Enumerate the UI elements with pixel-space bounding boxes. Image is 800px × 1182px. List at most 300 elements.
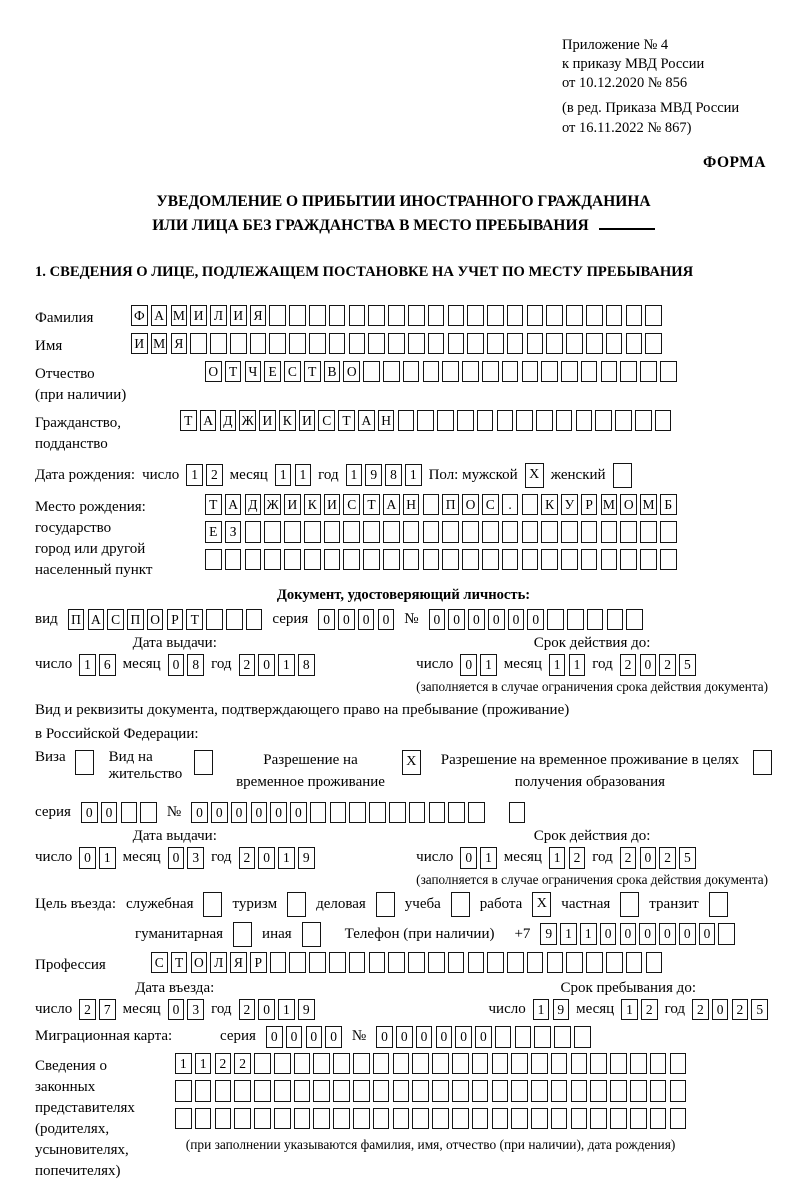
residence-validity-note: (заполняется в случае ограничения срока действия документа) xyxy=(416,871,768,887)
option-visa-checkbox xyxy=(75,749,94,775)
sex-female-checkbox xyxy=(613,463,632,488)
form-cell xyxy=(650,1053,667,1075)
form-cell: 2 xyxy=(659,654,676,676)
form-cell xyxy=(245,549,262,571)
stay-until-group xyxy=(489,980,769,1021)
checkbox-cell xyxy=(203,892,222,917)
number-word: № xyxy=(166,803,182,820)
form-cell: М xyxy=(601,494,618,516)
form-cell: З xyxy=(225,521,242,543)
form-cell: Т xyxy=(171,952,188,974)
form-cell xyxy=(309,952,326,974)
day-word: число xyxy=(35,849,73,866)
residence-validity-caption: Срок действия до: xyxy=(533,828,651,845)
birth-month-cells xyxy=(275,464,311,486)
form-cell xyxy=(590,1053,607,1075)
form-cell xyxy=(324,521,341,543)
residence-doc-line1: Вид и реквизиты документа, подтверждающего право на пребывание (проживание) xyxy=(35,701,570,718)
form-cell: 0 xyxy=(79,847,96,869)
option-residence-permit-label: Вид на жительство xyxy=(108,748,183,782)
patronymic-label-line1: Отчество xyxy=(35,365,95,382)
form-cell xyxy=(289,305,306,327)
form-cell: Е xyxy=(264,361,281,383)
form-cell: О xyxy=(191,952,208,974)
migration-card-label: Миграционная карта: xyxy=(35,1028,173,1045)
form-cell: 1 xyxy=(195,1053,212,1075)
form-cell xyxy=(294,1080,311,1102)
form-cell xyxy=(215,1108,232,1130)
birth-place-cells-row2 xyxy=(205,521,677,543)
form-cell xyxy=(363,521,380,543)
representatives-label-line: попечителях) xyxy=(35,1162,121,1179)
form-cell xyxy=(225,549,242,571)
form-cell: Л xyxy=(210,305,227,327)
identity-validity-year-cells xyxy=(620,654,696,676)
form-cell xyxy=(670,1080,687,1102)
form-cell: 8 xyxy=(385,464,402,486)
form-cell xyxy=(607,609,624,631)
form-cell xyxy=(452,1108,469,1130)
representatives-cells-row1 xyxy=(175,1053,686,1075)
form-cell: А xyxy=(383,494,400,516)
form-cell: 2 xyxy=(79,999,96,1021)
form-cell xyxy=(393,1053,410,1075)
stay-day-cells xyxy=(533,999,569,1021)
residence-series-cells xyxy=(81,802,157,824)
purpose-option-label: иная xyxy=(262,925,292,942)
purpose-option-label: транзит xyxy=(649,895,699,912)
form-cell xyxy=(432,1108,449,1130)
form-cell: 0 xyxy=(659,923,676,945)
representatives-rows xyxy=(175,1053,686,1154)
form-cell xyxy=(482,549,499,571)
form-cell: 0 xyxy=(376,1026,393,1048)
form-cell xyxy=(408,305,425,327)
form-cell xyxy=(495,1026,512,1048)
form-cell xyxy=(412,1053,429,1075)
purpose-label: Цель въезда: xyxy=(35,895,116,912)
form-cell: 0 xyxy=(318,609,335,631)
form-cell xyxy=(373,1053,390,1075)
form-cell: 0 xyxy=(168,999,185,1021)
form-cell: 1 xyxy=(549,847,566,869)
form-cell xyxy=(310,802,327,824)
form-cell: П xyxy=(442,494,459,516)
form-cell xyxy=(511,1053,528,1075)
form-cell xyxy=(403,361,420,383)
form-cell: В xyxy=(324,361,341,383)
form-cell: 0 xyxy=(290,802,307,824)
form-cell xyxy=(403,549,420,571)
first-name-cells xyxy=(131,333,662,355)
form-cell: И xyxy=(299,410,316,432)
birth-place-labels xyxy=(35,494,205,581)
form-cell: А xyxy=(151,305,168,327)
day-word: число xyxy=(35,1000,73,1017)
form-cell: 2 xyxy=(620,654,637,676)
form-cell xyxy=(541,521,558,543)
citizenship-label-line2: подданство xyxy=(35,435,108,452)
form-cell xyxy=(274,1080,291,1102)
form-cell xyxy=(353,1108,370,1130)
birth-place-label-line: Место рождения: xyxy=(35,498,146,515)
form-cell xyxy=(195,1080,212,1102)
form-cell: 0 xyxy=(306,1026,323,1048)
form-cell xyxy=(541,549,558,571)
form-cell: М xyxy=(171,305,188,327)
form-cell: 9 xyxy=(540,923,557,945)
form-cell xyxy=(254,1053,271,1075)
purpose-option-label: работа xyxy=(479,895,523,912)
checkbox-cell xyxy=(613,463,632,488)
form-cell xyxy=(635,410,652,432)
form-cell: Б xyxy=(660,494,677,516)
phone-prefix: +7 xyxy=(514,925,531,942)
purpose-row2 xyxy=(135,922,772,947)
form-cell: И xyxy=(190,305,207,327)
form-cell: Р xyxy=(581,494,598,516)
representatives-label-line: законных xyxy=(35,1078,96,1095)
form-cell: Ж xyxy=(264,494,281,516)
form-cell xyxy=(264,521,281,543)
option-label-line: проживание в целях xyxy=(610,751,739,768)
form-cell: 1 xyxy=(278,847,295,869)
form-cell: 0 xyxy=(358,609,375,631)
form-cell xyxy=(226,609,243,631)
form-cell: О xyxy=(343,361,360,383)
form-cell: С xyxy=(318,410,335,432)
form-cell xyxy=(606,333,623,355)
form-cell xyxy=(398,410,415,432)
first-name-row xyxy=(35,333,772,357)
day-word: число xyxy=(142,466,180,483)
birth-date-label: Дата рождения: xyxy=(35,466,136,483)
form-cell xyxy=(581,521,598,543)
form-cell: О xyxy=(462,494,479,516)
residence-issue-caption: Дата выдачи: xyxy=(132,828,217,845)
form-cell xyxy=(610,1053,627,1075)
form-cell xyxy=(468,802,485,824)
form-cell xyxy=(412,1080,429,1102)
month-word: месяц xyxy=(229,466,268,483)
option-label-line: Разрешение на временное xyxy=(236,751,358,791)
form-cell xyxy=(477,410,494,432)
form-cell: 0 xyxy=(527,609,544,631)
form-cell: 0 xyxy=(396,1026,413,1048)
purpose-humanitarian-checkbox xyxy=(233,922,252,947)
form-cell: 0 xyxy=(475,1026,492,1048)
month-word: месяц xyxy=(576,1000,615,1017)
month-word: месяц xyxy=(122,656,161,673)
day-word: число xyxy=(416,849,454,866)
form-cell xyxy=(309,305,326,327)
form-cell: 0 xyxy=(416,1026,433,1048)
form-cell xyxy=(581,361,598,383)
form-cell xyxy=(363,361,380,383)
form-cell xyxy=(442,521,459,543)
form-cell xyxy=(606,305,623,327)
identity-issue-day-cells xyxy=(79,654,115,676)
form-cell xyxy=(442,361,459,383)
migration-series-cells xyxy=(266,1026,342,1048)
form-cell xyxy=(369,802,386,824)
form-cell xyxy=(581,549,598,571)
form-cell: . xyxy=(502,494,519,516)
entry-dates-row xyxy=(35,980,772,1021)
identity-number-cells xyxy=(429,609,643,631)
form-cell: П xyxy=(127,609,144,631)
form-cell: 2 xyxy=(692,999,709,1021)
series-word: серия xyxy=(35,803,71,820)
month-word: месяц xyxy=(503,849,542,866)
representatives-note: (при заполнении указываются фамилия, имя, отчество (при наличии), дата рождения) xyxy=(185,1137,676,1153)
form-cell xyxy=(487,952,504,974)
form-cell: 1 xyxy=(79,654,96,676)
form-cell xyxy=(527,305,544,327)
form-cell xyxy=(561,549,578,571)
form-cell xyxy=(442,549,459,571)
form-cell: Т xyxy=(225,361,242,383)
year-word: год xyxy=(664,1000,686,1017)
representatives-label-line: (родителях, xyxy=(35,1120,110,1137)
stay-month-cells xyxy=(621,999,657,1021)
checkbox-cell xyxy=(287,892,306,917)
form-cell xyxy=(349,305,366,327)
sex-female-label: женский xyxy=(550,466,606,483)
residence-dates-row xyxy=(35,828,772,888)
option-visa-label: Виза xyxy=(35,748,66,765)
form-cell xyxy=(324,549,341,571)
form-cell xyxy=(408,952,425,974)
form-cell xyxy=(650,1080,667,1102)
form-cell: 1 xyxy=(278,654,295,676)
form-cell xyxy=(551,1053,568,1075)
form-cell xyxy=(423,494,440,516)
form-cell xyxy=(590,1080,607,1102)
form-cell xyxy=(383,521,400,543)
form-cell xyxy=(388,333,405,355)
checkbox-cell: X xyxy=(402,750,421,775)
form-cell: Т xyxy=(363,494,380,516)
form-cell xyxy=(428,305,445,327)
form-cell xyxy=(284,549,301,571)
form-cell: 9 xyxy=(298,999,315,1021)
form-cell xyxy=(567,609,584,631)
form-cell xyxy=(561,361,578,383)
identity-kind-label: вид xyxy=(35,610,58,627)
sex-label: Пол: мужской xyxy=(428,466,518,483)
form-cell xyxy=(576,410,593,432)
form-cell xyxy=(289,333,306,355)
form-cell xyxy=(507,952,524,974)
form-cell xyxy=(645,333,662,355)
purpose-study-checkbox xyxy=(451,892,470,917)
form-cell xyxy=(448,952,465,974)
identity-validity-group xyxy=(416,635,768,695)
form-cell: О xyxy=(147,609,164,631)
form-cell: 5 xyxy=(679,654,696,676)
stay-until-line xyxy=(489,999,769,1021)
form-cell xyxy=(274,1108,291,1130)
birth-place-rows xyxy=(205,494,677,571)
form-cell: 9 xyxy=(553,999,570,1021)
form-cell: С xyxy=(151,952,168,974)
form-cell xyxy=(472,1053,489,1075)
form-cell xyxy=(482,361,499,383)
edition-line: (в ред. Приказа МВД России xyxy=(562,100,740,117)
form-cell: 0 xyxy=(455,1026,472,1048)
year-word: год xyxy=(211,656,232,673)
option-label-line: получения образования xyxy=(514,774,666,791)
form-cell xyxy=(522,549,539,571)
form-cell xyxy=(511,1080,528,1102)
form-cell xyxy=(393,1080,410,1102)
form-title-line1: УВЕДОМЛЕНИЕ О ПРИБЫТИИ ИНОСТРАННОГО ГРАЖДАНИНА xyxy=(156,192,651,210)
form-cell: 0 xyxy=(251,802,268,824)
form-cell: 6 xyxy=(99,654,116,676)
identity-series-cells xyxy=(318,609,394,631)
form-cell: Т xyxy=(186,609,203,631)
form-title xyxy=(35,190,772,238)
day-word: число xyxy=(416,656,454,673)
form-cell: 0 xyxy=(231,802,248,824)
birth-year-cells xyxy=(346,464,422,486)
form-cell: 1 xyxy=(278,999,295,1021)
form-cell: 9 xyxy=(365,464,382,486)
form-cell xyxy=(270,952,287,974)
form-cell xyxy=(234,1108,251,1130)
form-cell: К xyxy=(279,410,296,432)
form-cell: 1 xyxy=(621,999,638,1021)
form-cell xyxy=(329,333,346,355)
residence-series-row xyxy=(35,802,772,824)
form-cell xyxy=(383,549,400,571)
form-cell xyxy=(423,361,440,383)
identity-validity-day-cells xyxy=(460,654,496,676)
form-cell xyxy=(646,952,663,974)
form-cell xyxy=(492,1053,509,1075)
form-cell xyxy=(448,305,465,327)
option-visa xyxy=(35,749,94,775)
form-cell xyxy=(566,952,583,974)
form-cell: 1 xyxy=(405,464,422,486)
form-cell xyxy=(660,361,677,383)
form-cell xyxy=(547,609,564,631)
form-cell xyxy=(304,521,321,543)
phone-cells xyxy=(540,923,735,945)
year-word: год xyxy=(592,656,613,673)
purpose-official-checkbox xyxy=(203,892,222,917)
form-cell xyxy=(620,361,637,383)
form-cell: 9 xyxy=(298,847,315,869)
entry-date-group xyxy=(35,980,315,1021)
form-cell xyxy=(423,549,440,571)
form-cell xyxy=(502,361,519,383)
purpose-private-checkbox xyxy=(620,892,639,917)
stay-year-cells xyxy=(692,999,768,1021)
form-cell xyxy=(507,333,524,355)
entry-date-line xyxy=(35,999,315,1021)
form-cell xyxy=(546,333,563,355)
form-cell: Я xyxy=(250,305,267,327)
form-cell xyxy=(536,410,553,432)
identity-dates-row xyxy=(35,635,772,695)
option-temp-residence-label xyxy=(228,749,393,794)
form-cell: 5 xyxy=(751,999,768,1021)
form-cell: 1 xyxy=(295,464,312,486)
form-cell xyxy=(313,1108,330,1130)
form-cell: Д xyxy=(245,494,262,516)
residence-issue-month-cells xyxy=(168,847,204,869)
migration-number-cells xyxy=(376,1026,590,1048)
appendix-line: Приложение № 4 xyxy=(562,37,669,53)
form-cell: 7 xyxy=(99,999,116,1021)
form-cell xyxy=(373,1108,390,1130)
identity-issue-month-cells xyxy=(168,654,204,676)
form-cell xyxy=(522,361,539,383)
form-cell: М xyxy=(151,333,168,355)
form-cell xyxy=(408,333,425,355)
form-cell: 3 xyxy=(187,847,204,869)
form-cell xyxy=(626,952,643,974)
form-cell xyxy=(206,609,223,631)
form-cell xyxy=(566,333,583,355)
option-temp-residence-education-label xyxy=(436,749,744,794)
form-cell xyxy=(531,1053,548,1075)
form-cell xyxy=(467,305,484,327)
checkbox-cell xyxy=(194,750,213,775)
form-cell: 0 xyxy=(679,923,696,945)
form-cell: 1 xyxy=(580,923,597,945)
residence-options-row xyxy=(35,749,772,794)
option-residence-permit-checkbox xyxy=(194,749,213,775)
representatives-label-line: Сведения о xyxy=(35,1057,107,1074)
form-cell: 2 xyxy=(239,654,256,676)
form-cell xyxy=(234,1080,251,1102)
form-cell: 0 xyxy=(211,802,228,824)
year-word: год xyxy=(592,849,613,866)
form-cell xyxy=(205,549,222,571)
identity-doc-row xyxy=(35,609,772,631)
form-cell xyxy=(195,1108,212,1130)
form-cell xyxy=(556,410,573,432)
form-cell xyxy=(269,333,286,355)
birth-place-label-line: государство xyxy=(35,519,112,536)
form-cell: С xyxy=(343,494,360,516)
form-cell: 0 xyxy=(460,847,477,869)
representatives-label-line: усыновителях, xyxy=(35,1141,129,1158)
form-cell xyxy=(230,333,247,355)
form-title-line2-wrap xyxy=(35,214,772,238)
form-cell xyxy=(615,410,632,432)
form-cell xyxy=(409,802,426,824)
form-cell: С xyxy=(482,494,499,516)
identity-issue-group xyxy=(35,635,315,695)
form-cell: 2 xyxy=(659,847,676,869)
form-cell xyxy=(269,305,286,327)
form-cell: 2 xyxy=(569,847,586,869)
entry-month-cells xyxy=(168,999,204,1021)
form-cell xyxy=(546,305,563,327)
form-cell: Ф xyxy=(131,305,148,327)
checkbox-cell xyxy=(233,922,252,947)
patronymic-cells xyxy=(205,361,677,383)
representatives-block xyxy=(35,1053,772,1182)
surname-row xyxy=(35,305,772,329)
form-cell xyxy=(516,410,533,432)
form-cell xyxy=(245,521,262,543)
form-cell xyxy=(429,802,446,824)
